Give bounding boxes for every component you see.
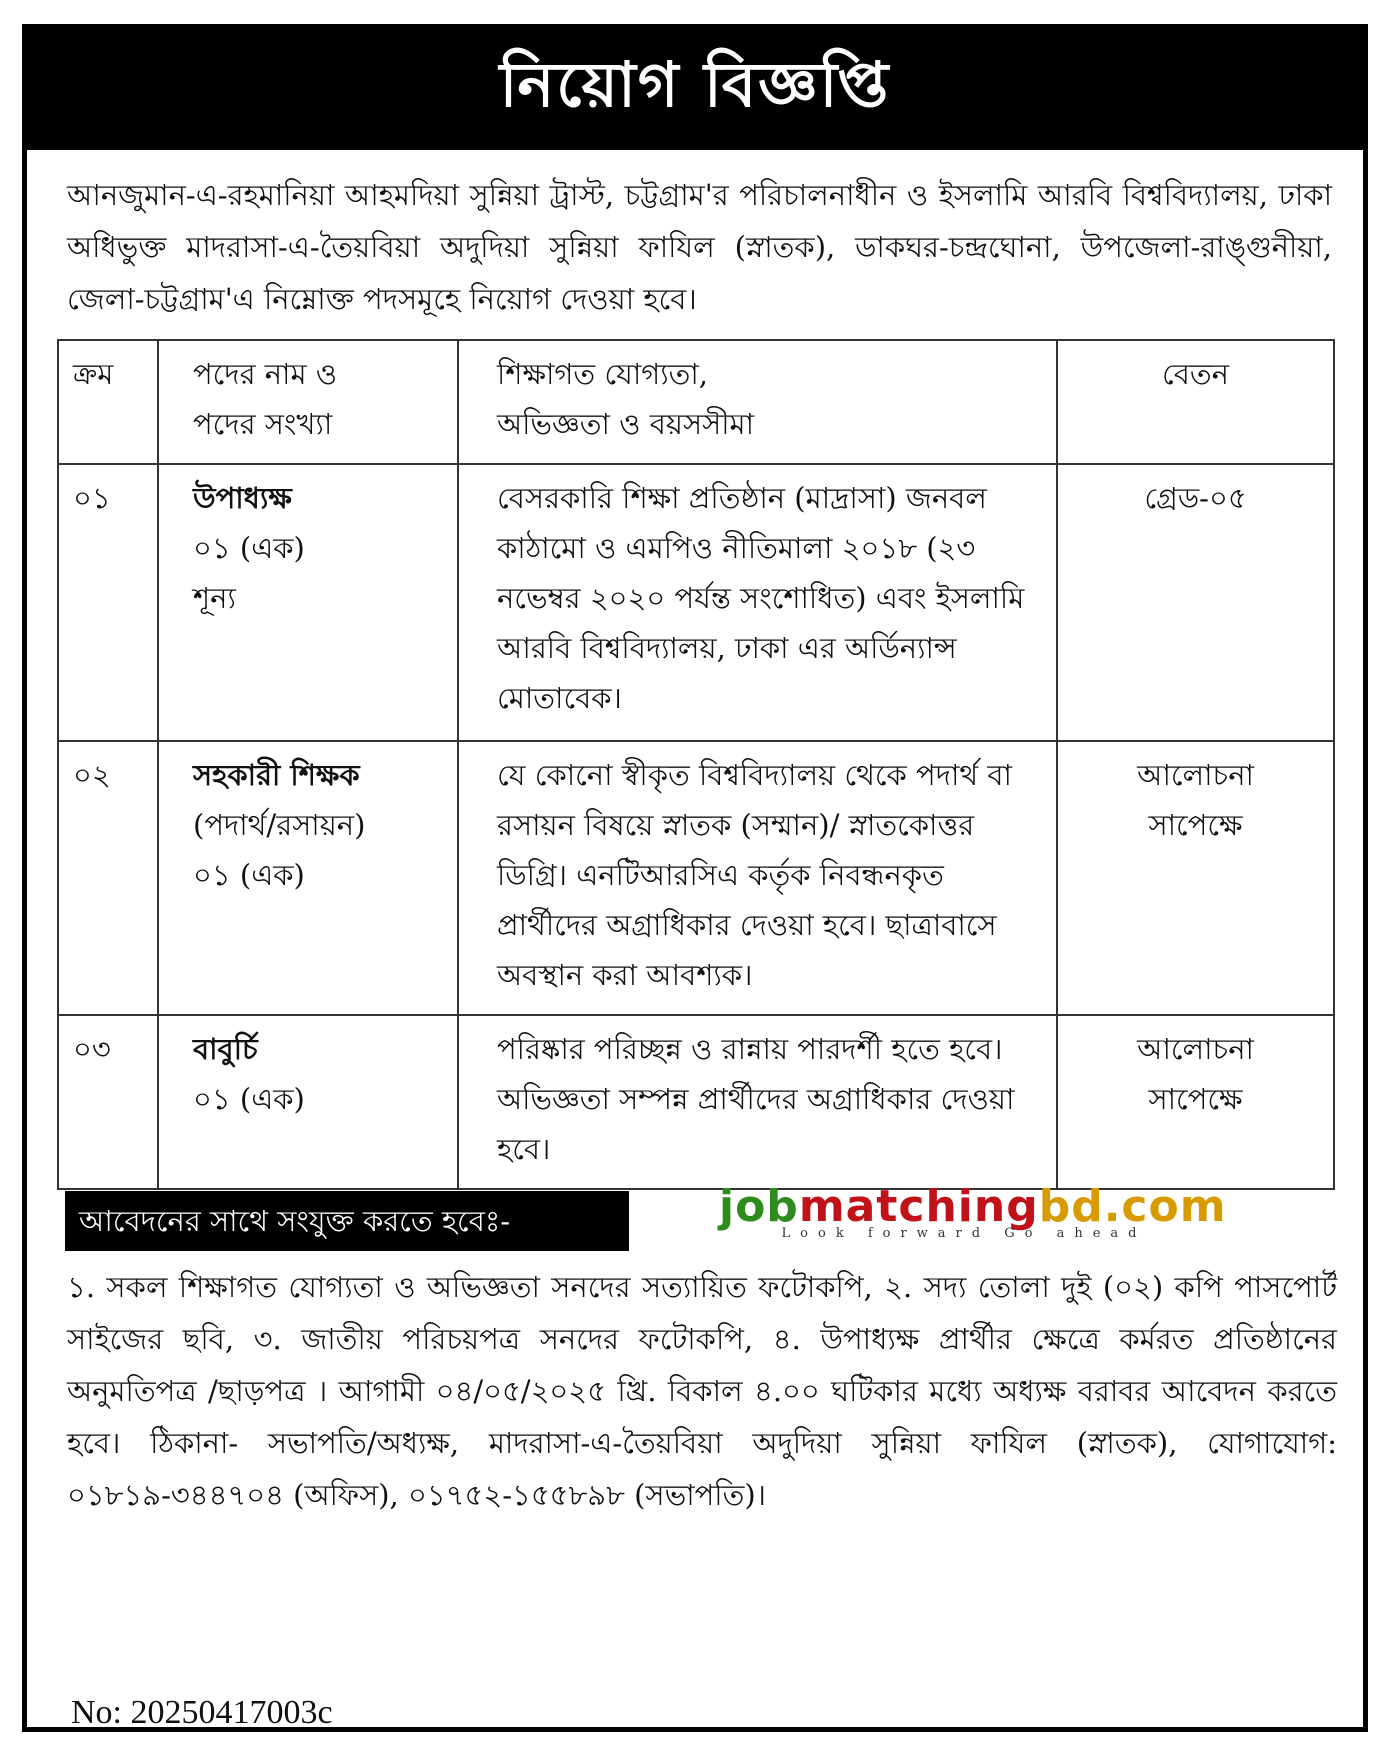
watermark-logo — [719, 1181, 1227, 1241]
header-salary-label: বেতন — [1162, 357, 1229, 391]
header-serial — [58, 340, 158, 464]
header-qualification — [458, 340, 1057, 464]
row-salary — [1057, 464, 1334, 741]
row-salary — [1057, 1015, 1334, 1189]
header-post-line1: পদের নাম ও — [193, 357, 338, 391]
vacancy-table — [57, 339, 1335, 1190]
salary-line2: সাপেক্ষে — [1148, 808, 1243, 842]
row-serial: ০৩ — [58, 1015, 158, 1189]
attachments-header: আবেদনের সাথে সংযুক্ত করতে হবেঃ- — [65, 1191, 629, 1251]
salary-line1: আলোচনা — [1137, 758, 1254, 792]
reference-number: No: 20250417003c — [71, 1694, 333, 1731]
watermark-name — [719, 1181, 1227, 1232]
row-post — [158, 1015, 458, 1189]
salary-line1: গ্রেড-০৫ — [1144, 481, 1247, 515]
header-post-line2: পদের সংখ্যা — [193, 407, 333, 441]
intro-paragraph: আনজুমান-এ-রহমানিয়া আহমদিয়া সুন্নিয়া ট্রাস্ট, চট্টগ্রাম'র পরিচালনাধীন ও ইসলামি আরবি বিশ্ববিদ্যালয়, ঢাকা অধিভুক্ত মাদরাসা-এ-তৈয়বিয়া অদুদিয়া সুন্নিয়া ফাযিল (স্নাতক), ডাকঘর-চন্দ্রঘোনা, উপজেলা-রাঙ্গুনীয়া, জেলা-চট্টগ্রাম'এ নিম্নোক্ত পদসমূহে নিয়োগ দেওয়া হবে। — [67, 178, 1332, 316]
watermark-part-matching: matching — [798, 1181, 1039, 1232]
post-note: শূন্য — [193, 581, 236, 615]
post-count: ০১ (এক) — [193, 531, 305, 565]
watermark-tagline: Look forward Go ahead — [781, 1226, 1147, 1241]
notice-title: নিয়োগ বিজ্ঞপ্তি — [499, 48, 891, 121]
salary-line2: সাপেক্ষে — [1148, 1082, 1243, 1116]
row-qualification: বেসরকারি শিক্ষা প্রতিষ্ঠান (মাদ্রাসা) জনবল কাঠামো ও এমপিও নীতিমালা ২০১৮ (২৩ নভেম্বর ২০২০ পর্যন্ত সংশোধিত) এবং ইসলামি আরবি বিশ্ববিদ্যালয়, ঢাকা এর অর্ডিন্যান্স মোতাবেক। — [458, 464, 1057, 741]
post-name: সহকারী শিক্ষক — [193, 758, 360, 792]
row-serial: ০২ — [58, 741, 158, 1015]
post-name: উপাধ্যক্ষ — [193, 481, 292, 515]
post-count: ০১ (এক) — [193, 858, 305, 892]
header-salary — [1057, 340, 1334, 464]
post-subject: (পদার্থ/রসায়ন) — [193, 808, 366, 842]
attachments-body: ১. সকল শিক্ষাগত যোগ্যতা ও অভিজ্ঞতা সনদের সত্যায়িত ফটোকপি, ২. সদ্য তোলা দুই (০২) কপি পাসপোর্ট সাইজের ছবি, ৩. জাতীয় পরিচয়পত্র সনদের ফটোকপি, ৪. উপাধ্যক্ষ প্রার্থীর ক্ষেত্রে কর্মরত প্রতিষ্ঠানের অনুমতিপত্র /ছাড়পত্র । আগামী ০৪/০৫/২০২৫ খ্রি. বিকাল ৪.০০ ঘটিকার মধ্যে অধ্যক্ষ বরাবর আবেদন করতে হবে। ঠিকানা- সভাপতি/অধ্যক্ষ, মাদরাসা-এ-তৈয়বিয়া অদুদিয়া সুন্নিয়া ফাযিল (স্নাতক), যোগাযোগ: ০১৮১৯-৩৪৪৭০৪ (অফিস), ০১৭৫২-১৫৫৮৯৮ (সভাপতি)। — [67, 1270, 1337, 1512]
row-serial: ০১ — [58, 464, 158, 741]
watermark-part-job: job — [719, 1181, 799, 1232]
header-qual-line1: শিক্ষাগত যোগ্যতা, — [497, 357, 709, 391]
title-banner — [27, 29, 1363, 150]
post-name: বাবুর্চি — [193, 1032, 258, 1066]
header-qual-line2: অভিজ্ঞতা ও বয়সসীমা — [497, 407, 755, 441]
table-row — [58, 1015, 1334, 1189]
table-header-row — [58, 340, 1334, 464]
row-post — [158, 741, 458, 1015]
row-qualification: পরিষ্কার পরিচ্ছন্ন ও রান্নায় পারদর্শী হতে হবে। অভিজ্ঞতা সম্পন্ন প্রার্থীদের অগ্রাধিকার দেওয়া হবে। — [458, 1015, 1057, 1189]
salary-line1: আলোচনা — [1137, 1032, 1254, 1066]
row-post — [158, 464, 458, 741]
notice-frame — [22, 24, 1368, 1732]
table-row — [58, 464, 1334, 741]
post-count: ০১ (এক) — [193, 1082, 305, 1116]
header-serial-label: ক্রম — [73, 357, 114, 391]
watermark-part-bd: bd.com — [1038, 1181, 1227, 1232]
row-salary — [1057, 741, 1334, 1015]
row-qualification: যে কোনো স্বীকৃত বিশ্ববিদ্যালয় থেকে পদার্থ বা রসায়ন বিষয়ে স্নাতক (সম্মান)/ স্নাতকোত্তর ডিগ্রি। এনটিআরসিএ কর্তৃক নিবন্ধনকৃত প্রার্থীদের অগ্রাধিকার দেওয়া হবে। ছাত্রাবাসে অবস্থান করা আবশ্যক। — [458, 741, 1057, 1015]
table-row — [58, 741, 1334, 1015]
header-post — [158, 340, 458, 464]
